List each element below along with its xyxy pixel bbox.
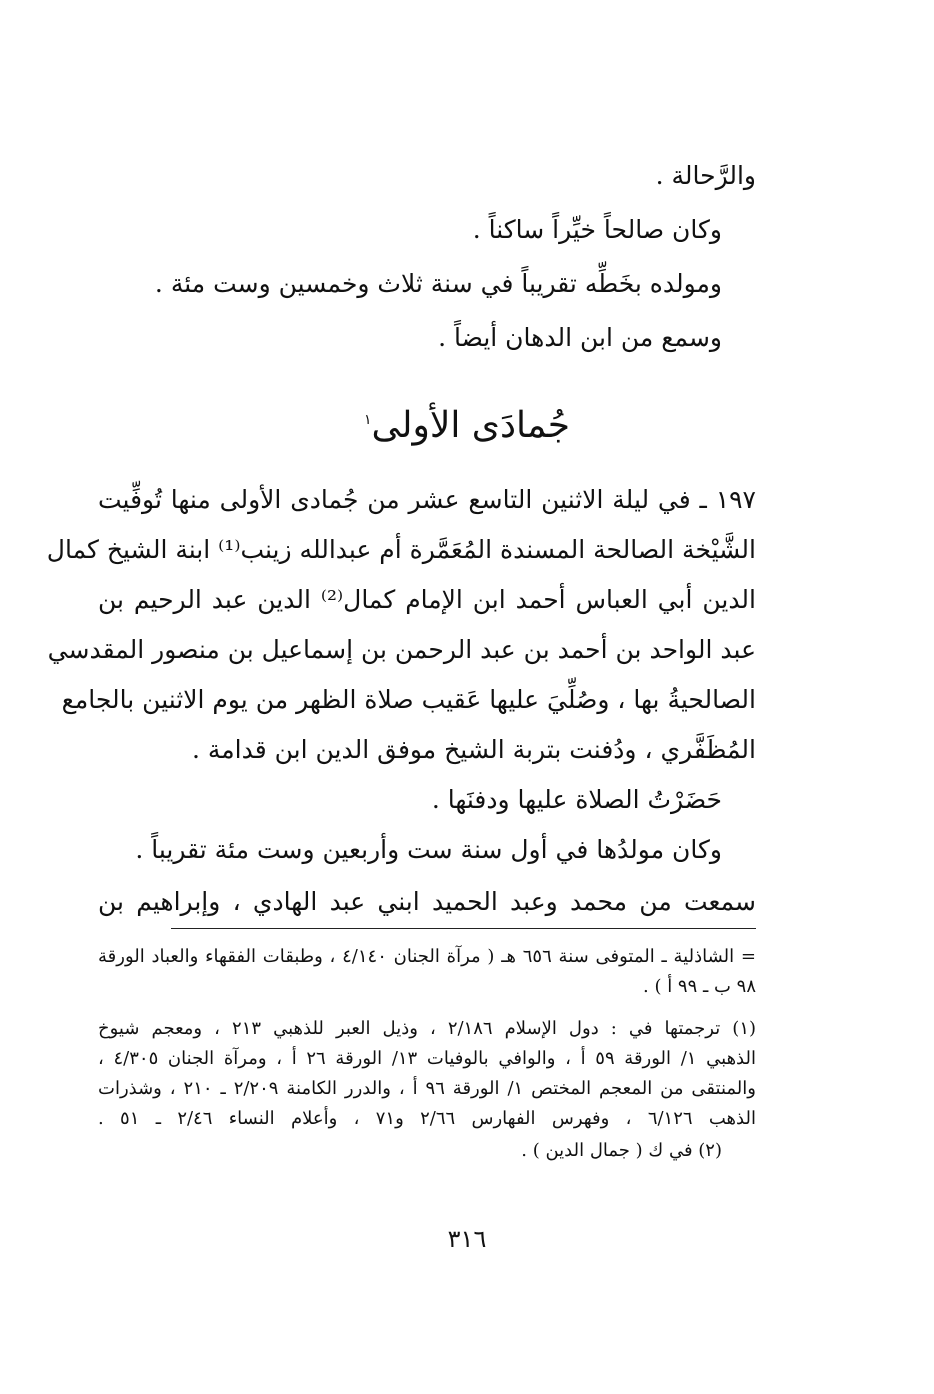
footnote-line: والمنتقى من المعجم المختص ١/ الورقة ٩٦ أ ، والدرر الكامنة ٢/٢٠٩ ـ ٢١٠ ، وشذرات	[98, 1078, 756, 1099]
entry-line: عبد الواحد بن أحمد بن عبد الرحمن بن إسماعيل بن منصور المقدسي	[47, 635, 756, 664]
entry-line: المُظَفَّري ، ودُفنت بتربة الشيخ موفق الدين ابن قدامة .	[191, 735, 756, 764]
intro-line: والرَّحالة .	[655, 161, 756, 190]
body-line: وكان مولدُها في أول سنة ست وأربعين وست مئة تقريباً .	[135, 835, 722, 864]
footnote-line: الذهب ٦/١٢٦ ، وفهرس الفهارس ٢/٦٦ و٧١ ، وأعلام النساء ٢/٤٦ ـ ٥١ .	[98, 1108, 756, 1129]
intro-line: ومولده بخَطِّه تقريباً في سنة ثلاث وخمسين وست مئة .	[154, 269, 722, 298]
intro-line: وكان صالحاً خيِّراً ساكناً .	[472, 215, 722, 244]
heading-note-marker: ١	[363, 412, 372, 428]
section-heading	[0, 398, 934, 448]
page-number: ٣١٦	[447, 1225, 487, 1253]
entry-line: ١٩٧ ـ في ليلة الاثنين التاسع عشر من جُمادى الأولى منها تُوفِّيت	[98, 485, 756, 514]
footnote-divider	[171, 928, 756, 929]
entry-line: الدين أبي العباس أحمد ابن الإمام كمال⁽²⁾ الدين عبد الرحيم بن	[98, 585, 757, 614]
body-line: سمعت من محمد وعبد الحميد ابني عبد الهادي ، وإبراهيم بن	[98, 887, 756, 916]
footnote-line: (١) ترجمتها في : دول الإسلام ٢/١٨٦ ، وذيل العبر للذهبي ٢١٣ ، ومعجم شيوخ	[98, 1018, 757, 1039]
intro-line: وسمع من ابن الدهان أيضاً .	[438, 323, 722, 352]
footnote-line: (٢) في ك ( جمال الدين ) .	[521, 1140, 722, 1161]
entry-line: الشَّيْخة الصالحة المسندة المُعَمَّرة أم عبدالله زينب⁽¹⁾ ابنة الشيخ كمال	[46, 535, 756, 564]
heading-text: جُمادَى الأولى	[371, 405, 571, 446]
footnote-line: = الشاذلية ـ المتوفى سنة ٦٥٦ هـ ( مرآة الجنان ٤/١٤٠ ، وطبقات الفقهاء والعباد الورقة	[98, 946, 756, 967]
footnote-line: ٩٨ ب ـ ٩٩ أ ) .	[643, 976, 756, 997]
body-line: حَضَرْتُ الصلاة عليها ودفنَها .	[431, 785, 722, 814]
footnote-line: الذهبي ١/ الورقة ٥٩ أ ، والوافي بالوفيات ١٣/ الورقة ٢٦ أ ، ومرآة الجنان ٤/٣٠٥ ،	[98, 1048, 756, 1069]
entry-line: الصالحيةُ بها ، وصُلِّيَ عليها عَقيب صلاة الظهر من يوم الاثنين بالجامع	[61, 685, 756, 714]
